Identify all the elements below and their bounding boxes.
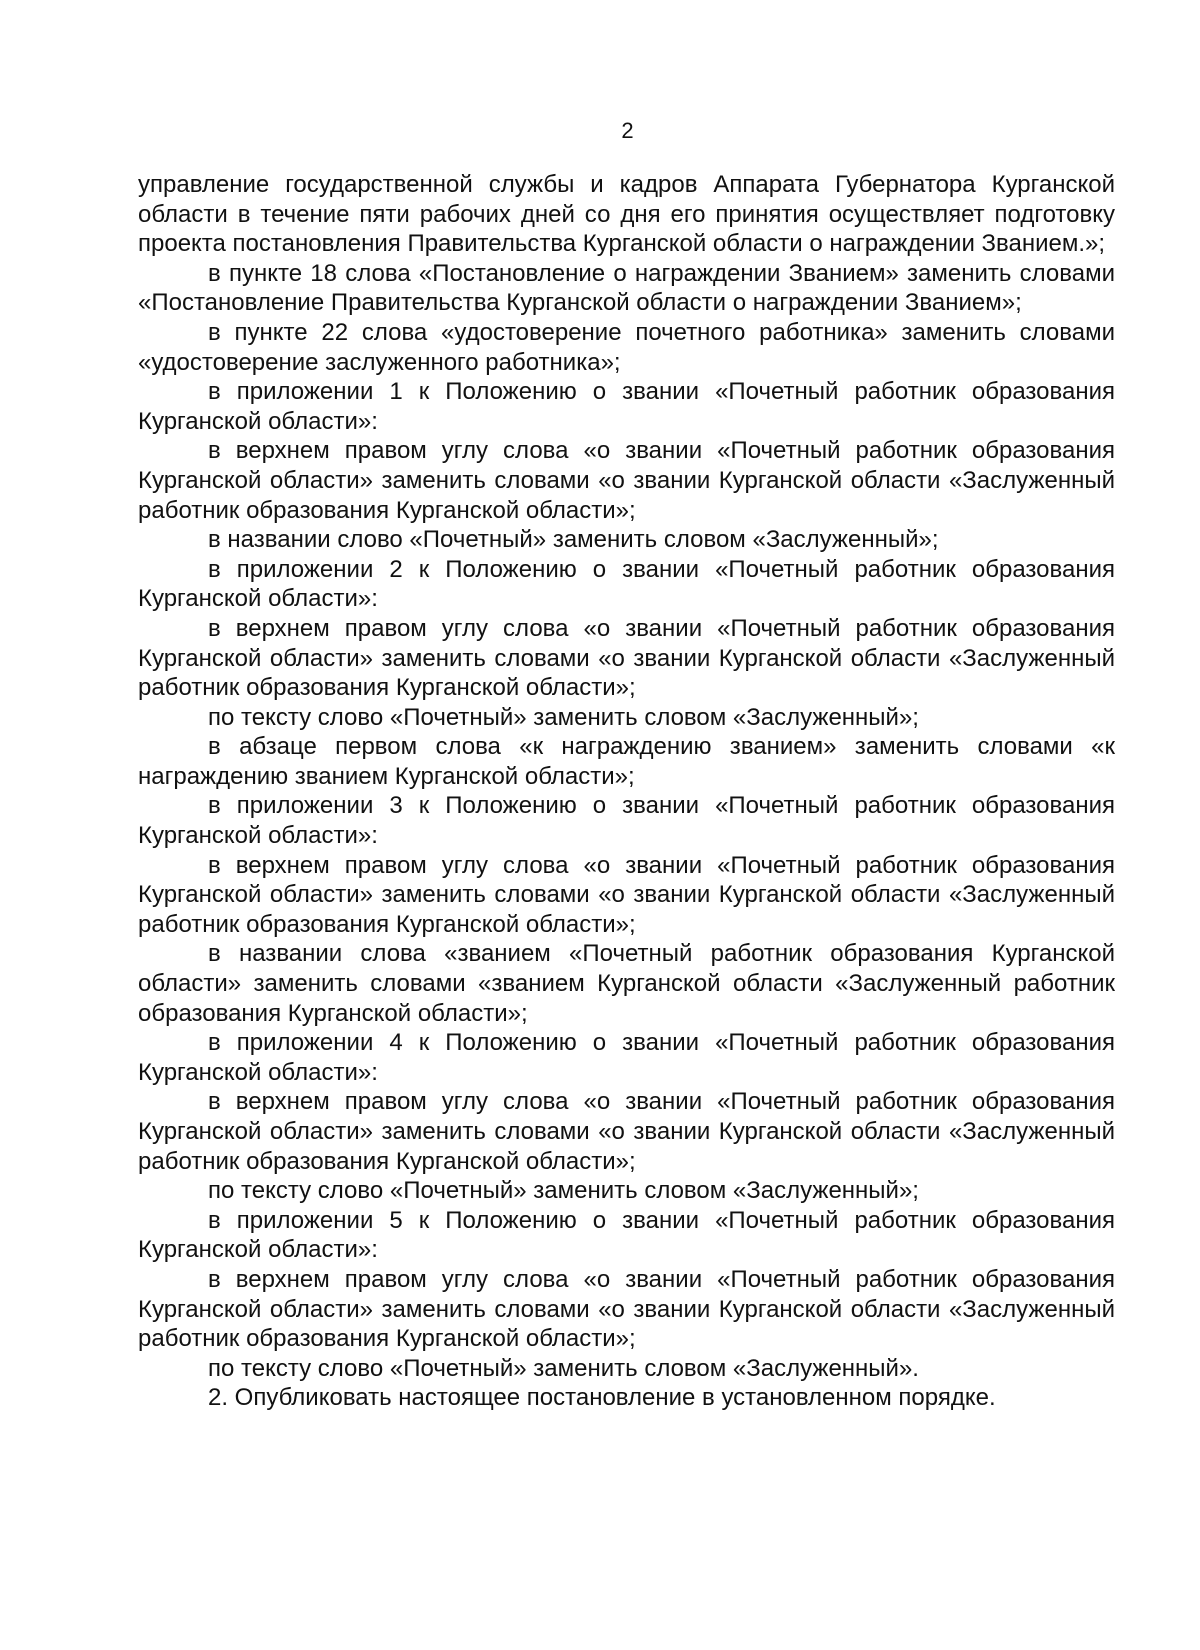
page-number: 2	[621, 118, 634, 143]
paragraph: 2. Опубликовать настоящее постановление в установленном порядке.	[208, 1384, 996, 1412]
paragraph: в приложении 5 к Положению о звании «Почетный работник образования Курганской области»:	[138, 1206, 1115, 1264]
paragraph: по тексту слово «Почетный» заменить словом «Заслуженный»;	[208, 703, 919, 731]
paragraph: в абзаце первом слова «к награждению званием» заменить словами «к награждению званием Курганской области»;	[138, 733, 1115, 790]
paragraph: в пункте 18 слова «Постановление о награждении Званием» заменить словами «Постановление Правительства Курганской области о награждении Званием»;	[138, 259, 1115, 317]
paragraph: в названии слово «Почетный» заменить словом «Заслуженный»;	[208, 526, 939, 554]
paragraph: в приложении 2 к Положению о звании «Почетный работник образования Курганской области»:	[138, 555, 1115, 613]
paragraph: в приложении 3 к Положению о звании «Почетный работник образования Курганской области»:	[138, 792, 1115, 850]
paragraph: в верхнем правом углу слова «о звании «Почетный работник образования Курганской области» заменить словами «о звании Курганской области «Заслуженный работник образования Курганской области»;	[138, 1088, 1115, 1175]
paragraph: в названии слова «званием «Почетный работник образования Курганской области» заменить словами «званием Курганской области «Заслуженный работник образования Курганской области»;	[138, 940, 1115, 1027]
paragraph: по тексту слово «Почетный» заменить словом «Заслуженный».	[208, 1354, 919, 1382]
paragraph: в пункте 22 слова «удостоверение почетного работника» заменить словами «удостоверение заслуженного работника»;	[138, 318, 1115, 376]
paragraph: в верхнем правом углу слова «о звании «Почетный работник образования Курганской области» заменить словами «о звании Курганской области «Заслуженный работник образования Курганской области»;	[138, 851, 1115, 938]
document-body	[138, 170, 1115, 1413]
paragraph: в приложении 4 к Положению о звании «Почетный работник образования Курганской области»:	[138, 1029, 1115, 1086]
paragraph: в верхнем правом углу слова «о звании «Почетный работник образования Курганской области» заменить словами «о звании Курганской области «Заслуженный работник образования Курганской области»;	[138, 1265, 1115, 1353]
paragraph-continuation: управление государственной службы и кадров Аппарата Губернатора Курганской области в течение пяти рабочих дней со дня его принятия осуществляет подготовку проекта постановления Правительства Курганской области о награждении Званием.»;	[138, 171, 1115, 258]
paragraph: по тексту слово «Почетный» заменить словом «Заслуженный»;	[208, 1177, 919, 1205]
paragraph: в приложении 1 к Положению о звании «Почетный работник образования Курганской области»:	[138, 378, 1115, 435]
paragraph: в верхнем правом углу слова «о звании «Почетный работник образования Курганской области» заменить словами «о звании Курганской области «Заслуженный работник образования Курганской области»;	[138, 437, 1115, 524]
paragraph: в верхнем правом углу слова «о звании «Почетный работник образования Курганской области» заменить словами «о звании Курганской области «Заслуженный работник образования Курганской области»;	[138, 614, 1115, 702]
